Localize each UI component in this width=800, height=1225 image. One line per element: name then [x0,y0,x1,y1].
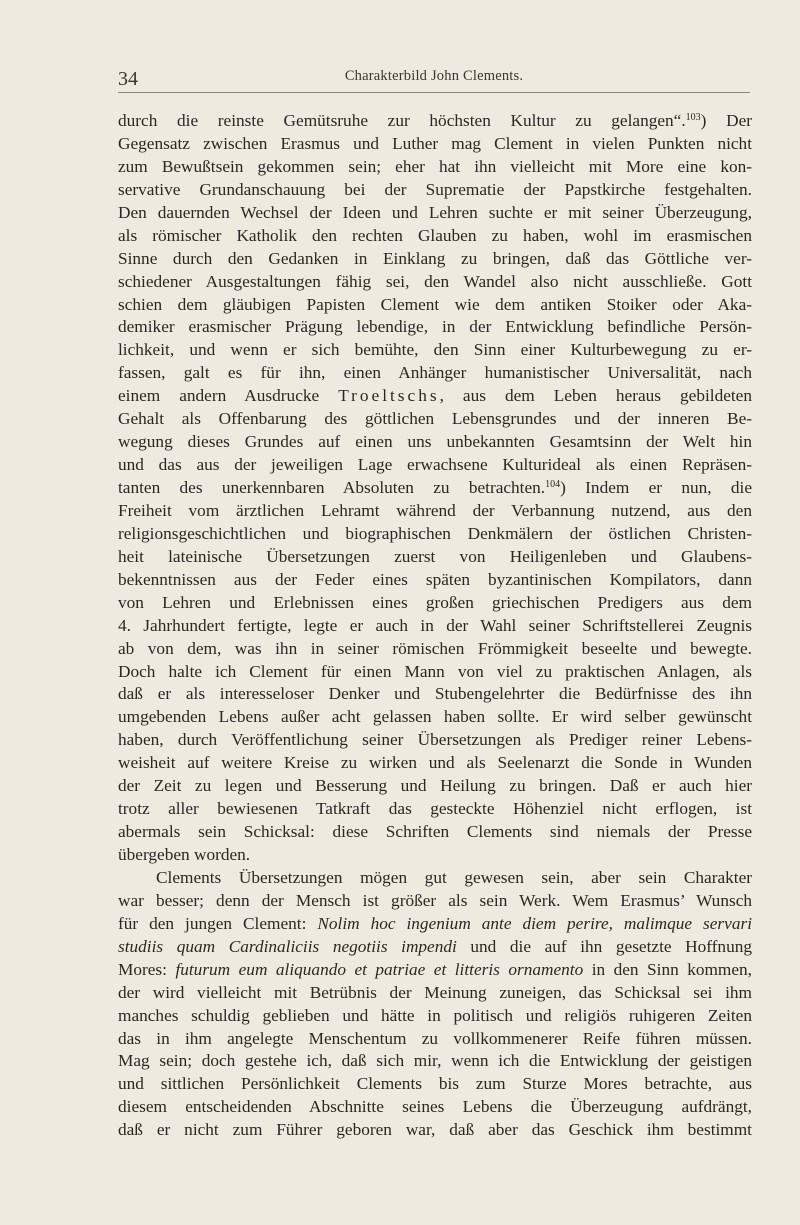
footnote-ref: 104 [545,479,561,490]
line-text: ) Der [700,111,753,130]
text-line [118,477,752,500]
text-line: schiedener Ausgestaltungen fähig sei, den Wandel also nicht ausschließe. Gott [118,271,752,291]
text-line: von Lehren und Erlebnissen eines großen griechischen Predigers aus dem [118,592,752,612]
text-line: Freiheit vom ärztlichen Lehramt während der Verbannung nutzend, aus den [118,500,752,520]
text-line: und das aus der jeweiligen Lage erwachsene Kulturideal als einen Repräsen- [118,455,752,475]
text-line: daß er nicht zum Führer geboren war, daß aber das Geschick ihm bestimmt [118,1120,752,1140]
text-line: und sittlichen Persönlichkeit Clements bis zum Sturze Mores betrachte, aus [118,1074,752,1094]
text-line: schien dem gläubigen Papisten Clement wie dem antiken Stoiker oder Aka- [118,294,752,314]
page-header [118,62,750,93]
text-line: Doch halte ich Clement für einen Mann von viel zu praktischen Anlagen, als [118,661,752,681]
text-line: religionsgeschichtlichen und biographischen Denkmälern der östlichen Christen- [118,523,752,543]
latin-quote: futurum eum aliquando et patriae et litteris ornamento [175,959,584,979]
text-line: das in ihm angelegte Menschentum zu vollkommenerer Reife führen müssen. [118,1028,752,1048]
latin-quote: Nolim hoc ingenium ante diem perire, malimque servari [317,913,752,933]
text-line: Mag sein; doch gestehe ich, daß sich mir, wenn ich die Entwicklung der geistigen [118,1051,752,1071]
text-line: lichkeit, und wenn er sich bemühte, den Sinn einer Kulturbewegung zu er- [118,340,752,360]
text-line: manches schuldig geblieben und hätte in politisch und religiös ruhigeren Zeiten [118,1005,752,1025]
text-line: diesem entscheidenden Abschnitte seines Lebens die Überzeugung aufdrängt, [118,1097,752,1117]
text-line: 4. Jahrhundert fertigte, legte er auch in der Wahl seiner Schriftstellerei Zeugnis [118,615,752,635]
text-line: war besser; denn der Mensch ist größer als sein Werk. Wem Erasmus’ Wunsch [118,890,752,910]
text-line: weisheit auf weitere Kreise zu wirken und als Seelenarzt die Sonde in Wunden [118,753,752,773]
text-line: daß er als interesseloser Denker und Stubengelehrter die Bedürfnisse des ihn [118,684,752,704]
text-line: heit lateinische Übersetzungen zuerst von Heiligenleben und Glaubens- [118,546,752,566]
text-line: abermals sein Schicksal: diese Schriften Clements sind niemals der Presse [118,822,752,842]
text-line: bekenntnissen aus der Feder eines späten byzantinischen Kompilators, dann [118,569,752,589]
text-line: servative Grundanschauung bei der Suprematie der Papstkirche festgehalten. [118,179,752,199]
text-line: zum Bewußtsein gekommen sein; eher hat ihn vielleicht mit More eine kon- [118,156,752,176]
text-line [118,959,752,982]
text-line: ab von dem, was ihn in seiner römischen Frömmigkeit beseelte und bewegte. [118,638,752,658]
text-line: übergeben worden. [118,845,251,864]
text-line: der Zeit zu legen und Besserung und Heilung zu bringen. Daß er auch hier [118,776,752,796]
text-line: als römischer Katholik den rechten Glauben zu haben, wohl im erasmischen [118,225,752,245]
text-line: umgebenden Lebens außer acht gelassen haben sollte. Er wird selber gewünscht [118,707,752,727]
line-text: Mores: [118,959,176,979]
line-text: und die auf ihn gesetzte Hoffnung [456,936,752,956]
text-line: Gehalt als Offenbarung des göttlichen Lebensgrundes und der inneren Be- [118,409,752,429]
line-text: durch die reinste Gemütsruhe zur höchsten Kultur zu gelangen“. [118,111,686,130]
footnote-ref: 103 [685,112,701,123]
spaced-name: Troeltschs [338,386,440,406]
text-line: fassen, galt es für ihn, einen Anhänger humanistischer Universalität, nach [118,363,752,383]
line-text: einem andern Ausdrucke [118,386,339,406]
line-text: ) Indem er nun, die [560,478,753,497]
text-line [118,110,752,133]
text-line [118,913,752,936]
text-line [118,936,752,959]
line-text: für den jungen Clement: [118,913,318,933]
text-line: demiker erasmischer Prägung lebendige, in der Entwicklung befindliche Persön- [118,317,752,337]
text-line: Den dauernden Wechsel der Ideen und Lehren suchte er mit seiner Überzeugung, [118,202,752,222]
line-text: in den Sinn kommen, [583,959,752,979]
text-line: Clements Übersetzungen mögen gut gewesen sein, aber sein Charakter [156,867,752,887]
text-line: trotz aller bewiesenen Tatkraft das gesteckte Höhenziel nicht erflogen, ist [118,799,752,819]
body-text [118,110,752,1142]
line-text: , aus dem Leben heraus gebildeten [439,386,752,406]
latin-quote: studiis quam Cardinaliciis negotiis impendi [118,936,457,956]
text-line [118,385,752,408]
line-text: tanten des unerkennbaren Absoluten zu betrachten. [118,478,546,497]
text-line: Gegensatz zwischen Erasmus und Luther mag Clement in vielen Punkten nicht [118,133,752,153]
text-line: haben, durch Veröffentlichung seiner Übersetzungen als Prediger reiner Lebens- [118,730,752,750]
page-number: 34 [118,68,138,90]
running-title: Charakterbild John Clements. [344,68,524,84]
text-line: Sinne durch den Gedanken in Einklang zu bringen, daß das Göttliche ver- [118,248,752,268]
text-line: wegung dieses Grundes auf einen uns unbekannten Gesamtsinn der Welt hin [118,432,752,452]
text-line: der wird vielleicht mit Betrübnis der Meinung zuneigen, das Schicksal sei ihm [118,982,752,1002]
